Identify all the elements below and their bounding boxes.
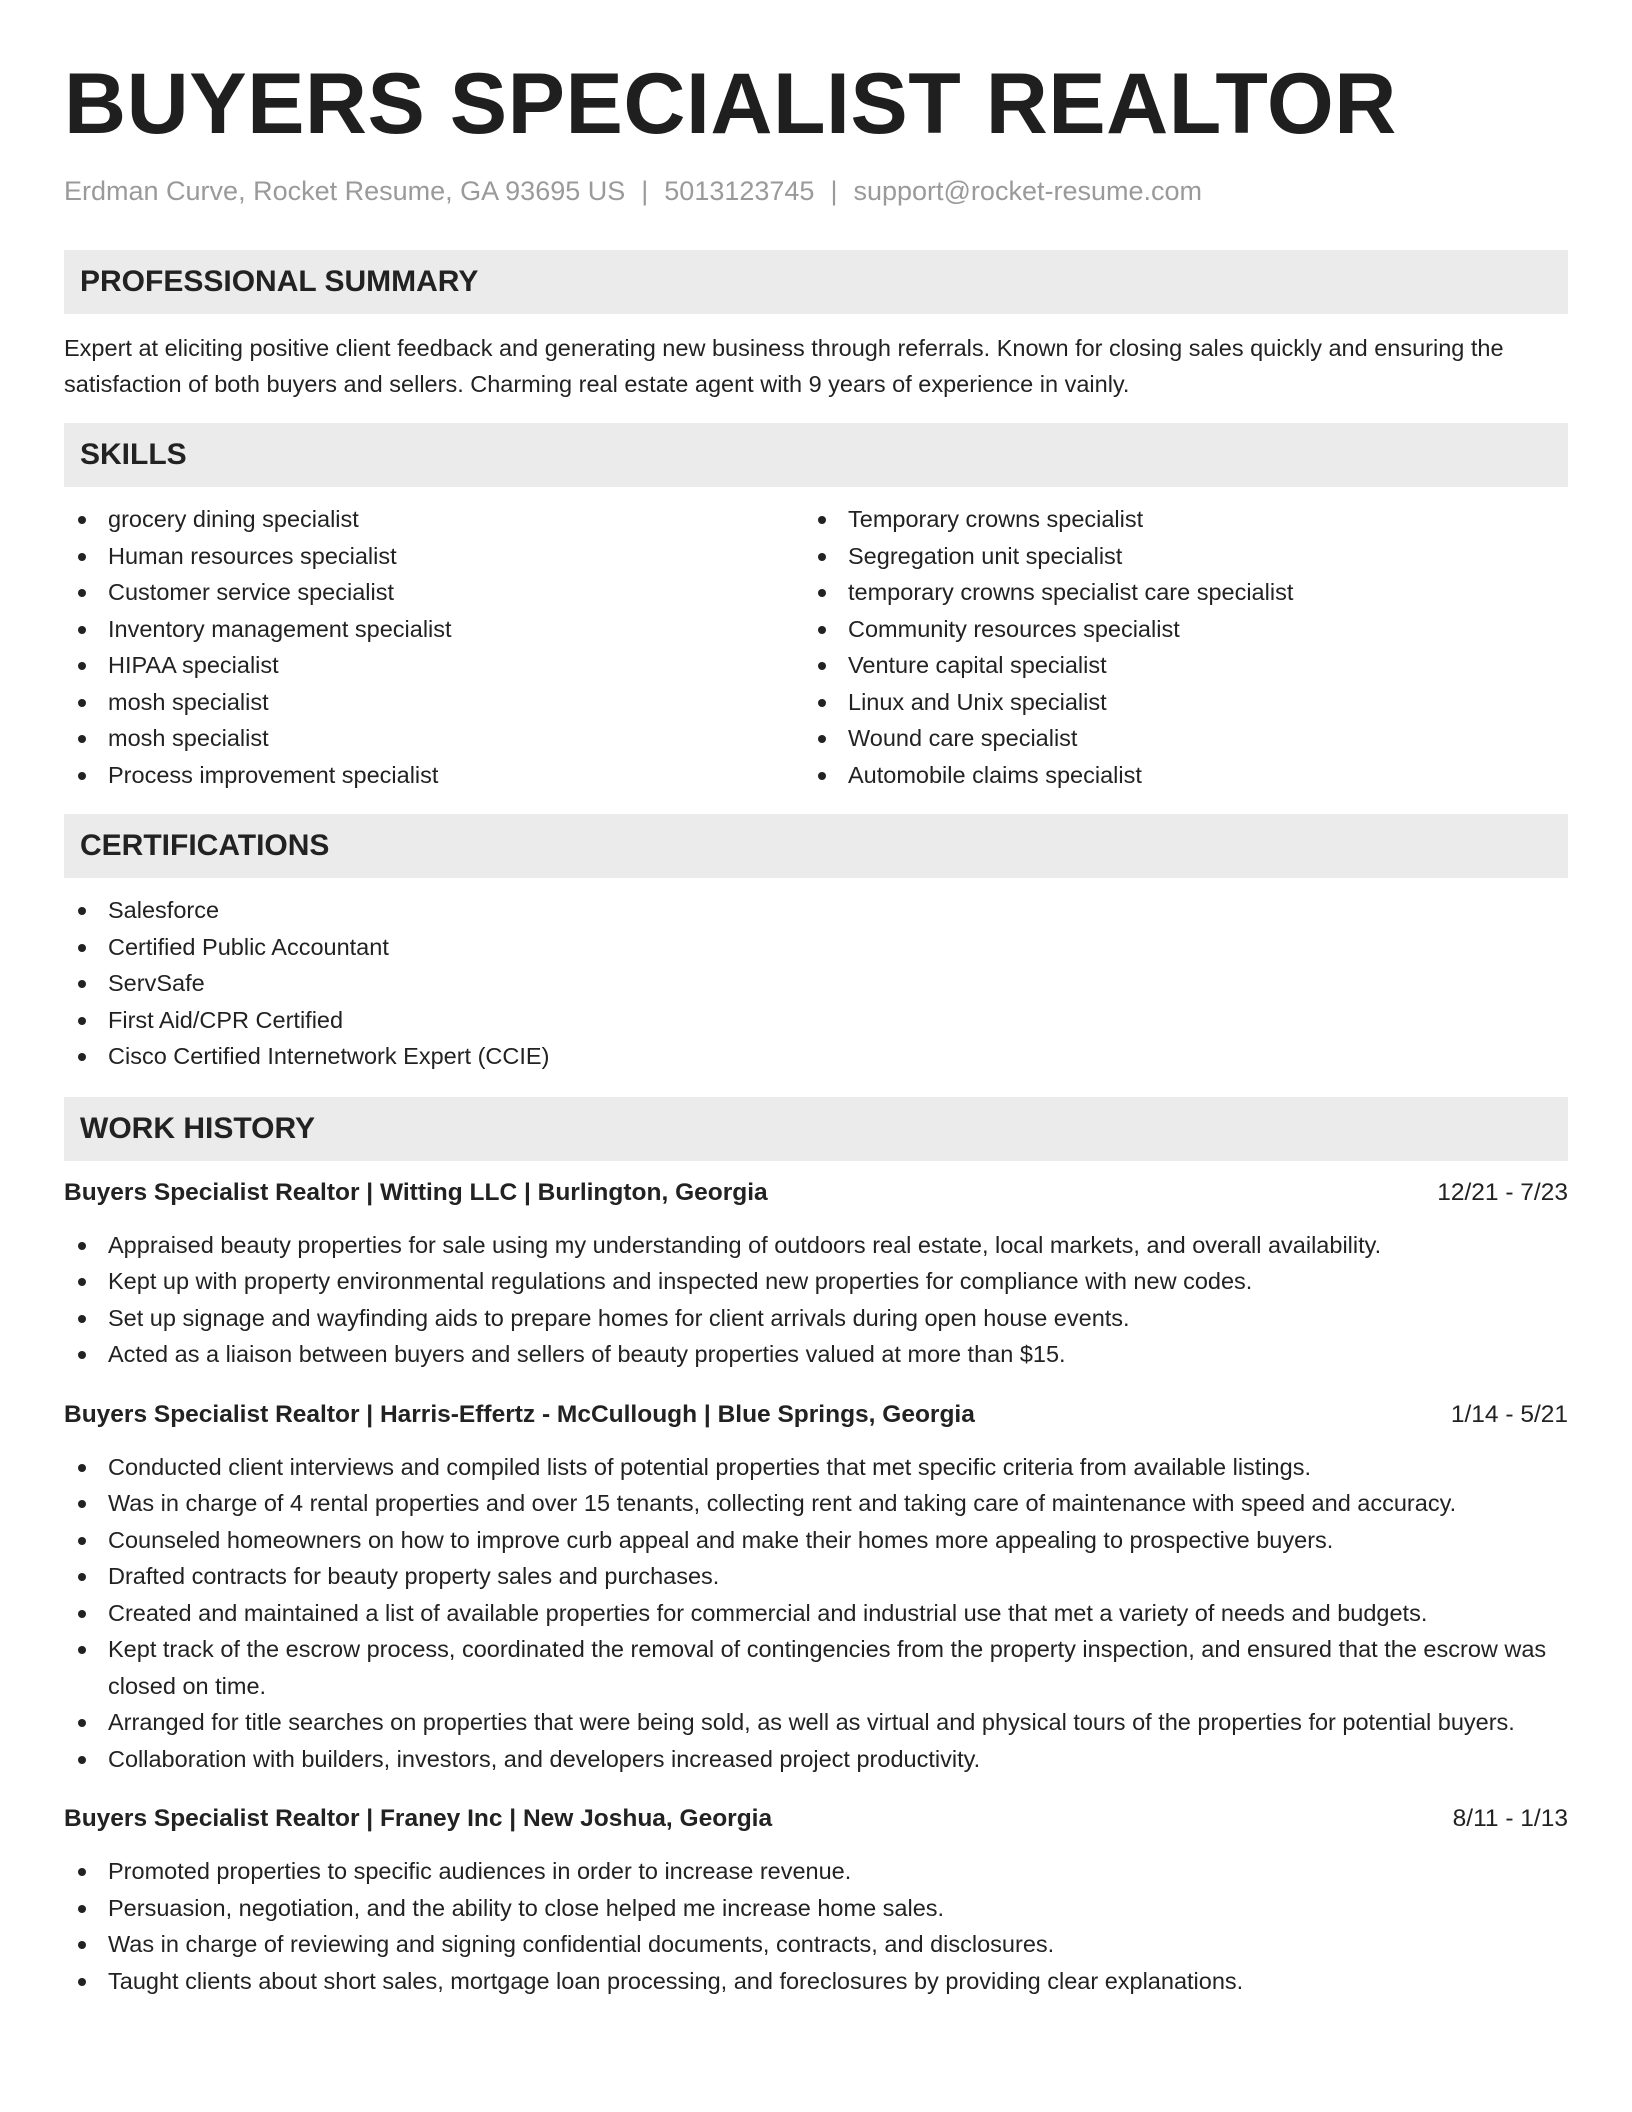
contact-line: [64, 174, 1568, 208]
certification-item: First Aid/CPR Certified: [64, 1002, 1568, 1039]
summary-heading: PROFESSIONAL SUMMARY: [64, 250, 1568, 314]
certification-item: Salesforce: [64, 892, 1568, 929]
skill-item: Automobile claims specialist: [804, 757, 1544, 794]
job-bullet: Promoted properties to specific audiences in order to increase revenue.: [64, 1853, 1568, 1890]
job-entry: [64, 1801, 1568, 1999]
skill-item: Community resources specialist: [804, 611, 1544, 648]
job-entry: [64, 1397, 1568, 1778]
job-bullet: Persuasion, negotiation, and the ability to close helped me increase home sales.: [64, 1890, 1568, 1927]
job-bullets: [64, 1853, 1568, 1999]
skill-item: grocery dining specialist: [64, 501, 804, 538]
job-bullet: Taught clients about short sales, mortgage loan processing, and foreclosures by providing clear explanations.: [64, 1963, 1568, 2000]
job-title: Buyers Specialist Realtor | Franey Inc | New Joshua, Georgia: [64, 1805, 773, 1832]
job-header: [64, 1801, 1568, 1837]
contact-email: support@rocket-resume.com: [853, 176, 1202, 206]
job-bullet: Created and maintained a list of available properties for commercial and industrial use that met a variety of needs and budgets.: [64, 1595, 1568, 1632]
skill-item: Wound care specialist: [804, 720, 1544, 757]
skill-item: mosh specialist: [64, 720, 804, 757]
skills-left-column: [64, 501, 804, 793]
job-dates: 8/11 - 1/13: [1452, 1805, 1568, 1832]
contact-separator: |: [830, 176, 838, 206]
skill-item: Human resources specialist: [64, 538, 804, 575]
certifications-list: [64, 892, 1568, 1075]
work-history-heading: WORK HISTORY: [64, 1097, 1568, 1161]
summary-text: Expert at eliciting positive client feedback and generating new business through referrals. Known for closing sales quickly and ensuring the satisfaction of both buyers and sellers. Charming real estate agent with 9 years of experience in vainly.: [64, 335, 1504, 397]
job-bullet: Arranged for title searches on properties that were being sold, as well as virtual and physical tours of the properties for potential buyers.: [64, 1704, 1568, 1741]
certifications-heading: CERTIFICATIONS: [64, 814, 1568, 878]
job-dates: 12/21 - 7/23: [1437, 1178, 1568, 1206]
job-title: Buyers Specialist Realtor | Witting LLC | Burlington, Georgia: [64, 1178, 768, 1206]
job-bullets: [64, 1449, 1568, 1778]
skill-item: temporary crowns specialist care specialist: [804, 574, 1544, 611]
job-bullet: Appraised beauty properties for sale using my understanding of outdoors real estate, local markets, and overall availability.: [64, 1227, 1568, 1264]
skill-item: Venture capital specialist: [804, 647, 1544, 684]
contact-phone: 5013123745: [664, 176, 815, 206]
job-bullet: Drafted contracts for beauty property sales and purchases.: [64, 1558, 1568, 1595]
job-bullet: Collaboration with builders, investors, and developers increased project productivity.: [64, 1741, 1568, 1778]
skill-item: HIPAA specialist: [64, 647, 804, 684]
job-bullets: [64, 1227, 1568, 1373]
job-header: [64, 1175, 1568, 1211]
skill-item: Inventory management specialist: [64, 611, 804, 648]
skills-list: [64, 501, 1568, 793]
job-bullet: Was in charge of 4 rental properties and over 15 tenants, collecting rent and taking care of maintenance with speed and accuracy.: [64, 1485, 1568, 1522]
job-title: Buyers Specialist Realtor | Harris-Effertz - McCullough | Blue Springs, Georgia: [64, 1400, 975, 1428]
skill-item: Customer service specialist: [64, 574, 804, 611]
job-bullet: Kept up with property environmental regulations and inspected new properties for compliance with new codes.: [64, 1263, 1568, 1300]
skill-item: Segregation unit specialist: [804, 538, 1544, 575]
job-bullet: Was in charge of reviewing and signing confidential documents, contracts, and disclosures.: [64, 1926, 1568, 1963]
resume-name: BUYERS SPECIALIST REALTOR: [64, 56, 1397, 152]
job-bullet: Counseled homeowners on how to improve curb appeal and make their homes more appealing to prospective buyers.: [64, 1522, 1568, 1559]
skill-item: Temporary crowns specialist: [804, 501, 1544, 538]
contact-separator: |: [641, 176, 649, 206]
skill-item: Linux and Unix specialist: [804, 684, 1544, 721]
job-bullet: Kept track of the escrow process, coordinated the removal of contingencies from the property inspection, and ensured that the escrow was closed on time.: [64, 1631, 1568, 1704]
contact-address: Erdman Curve, Rocket Resume, GA 93695 US: [64, 176, 626, 206]
job-dates: 1/14 - 5/21: [1450, 1400, 1568, 1428]
job-entry: [64, 1175, 1568, 1373]
certification-item: Certified Public Accountant: [64, 929, 1568, 966]
job-bullet: Set up signage and wayfinding aids to prepare homes for client arrivals during open house events.: [64, 1300, 1568, 1337]
skill-item: mosh specialist: [64, 684, 804, 721]
certification-item: ServSafe: [64, 965, 1568, 1002]
skills-heading: SKILLS: [64, 423, 1568, 487]
certification-item: Cisco Certified Internetwork Expert (CCIE): [64, 1038, 1568, 1075]
job-header: [64, 1397, 1568, 1433]
skills-right-column: [804, 501, 1544, 793]
skill-item: Process improvement specialist: [64, 757, 804, 794]
job-bullet: Acted as a liaison between buyers and sellers of beauty properties valued at more than $15.: [64, 1336, 1568, 1373]
job-bullet: Conducted client interviews and compiled lists of potential properties that met specific criteria from available listings.: [64, 1449, 1568, 1486]
